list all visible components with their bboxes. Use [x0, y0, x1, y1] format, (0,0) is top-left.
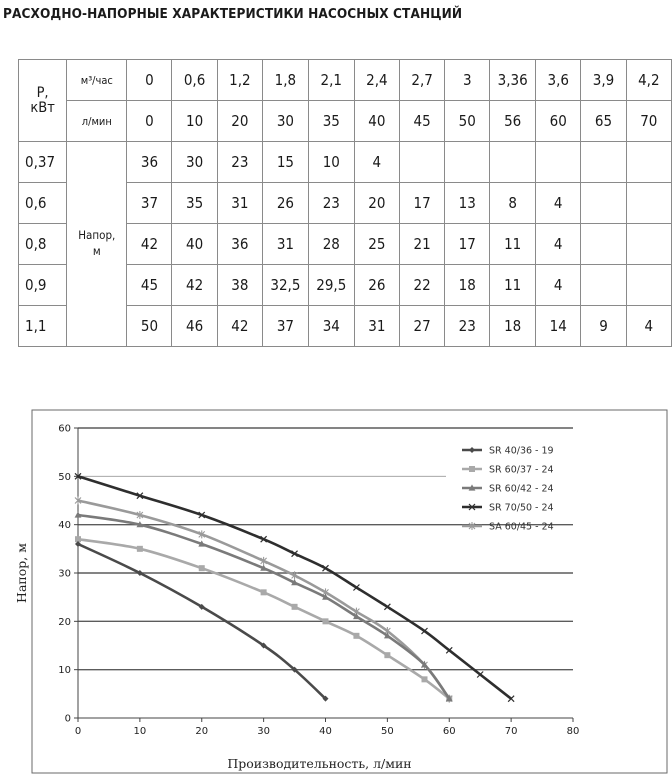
head-value-cell: 34	[308, 306, 354, 347]
head-value-cell: 26	[262, 183, 308, 224]
flow-m3-cell: 0,6	[172, 60, 217, 101]
power-cell: 0,37	[19, 142, 67, 183]
legend-entry: SR 40/36 - 19	[489, 445, 554, 457]
flow-m3-cell: 1,2	[217, 60, 262, 101]
power-cell: 0,8	[19, 224, 67, 265]
flow-m3-cell: 3,6	[536, 60, 581, 101]
flow-lmin-cell: 20	[217, 101, 262, 142]
flow-lmin-cell: 70	[626, 101, 671, 142]
legend-entry: SR 60/42 - 24	[489, 483, 554, 495]
head-value-cell: 46	[172, 306, 217, 347]
head-value-cell: 37	[127, 183, 172, 224]
y-tick-label: 0	[64, 713, 71, 725]
head-value-cell: 31	[354, 306, 399, 347]
head-value-cell: 8	[490, 183, 536, 224]
head-value-cell: 30	[172, 142, 217, 183]
power-cell: 0,6	[19, 183, 67, 224]
flow-m3-cell: 3,9	[581, 60, 626, 101]
table-row	[19, 142, 672, 183]
head-value-cell: 37	[262, 306, 308, 347]
series-line	[78, 476, 511, 698]
data-point	[384, 652, 390, 658]
head-value-cell: 4	[354, 142, 399, 183]
flow-lmin-cell: 50	[445, 101, 490, 142]
head-value-cell: 4	[536, 183, 581, 224]
head-value-cell: 45	[127, 265, 172, 306]
header-row-m3	[19, 60, 672, 101]
head-value-cell: 32,5	[262, 265, 308, 306]
flow-m3-cell: 3	[445, 60, 490, 101]
legend-entry: SA 60/45 - 24	[489, 521, 554, 533]
page-title: РАСХОДНО-НАПОРНЫЕ ХАРАКТЕРИСТИКИ НАСОСНЫХ СТАНЦИЙ	[3, 6, 463, 22]
flow-lmin-cell: 65	[581, 101, 626, 142]
flow-lmin-cell: 30	[262, 101, 308, 142]
head-value-cell: 11	[490, 224, 536, 265]
head-value-cell: 42	[172, 265, 217, 306]
head-value-cell: 42	[127, 224, 172, 265]
x-tick-label: 80	[566, 726, 580, 737]
head-value-cell: 9	[581, 306, 626, 347]
head-value-cell	[626, 142, 671, 183]
head-value-cell: 35	[172, 183, 217, 224]
power-cell: 1,1	[19, 306, 67, 347]
data-point	[323, 618, 329, 624]
head-value-cell: 22	[399, 265, 444, 306]
flow-m3-cell: 2,4	[354, 60, 399, 101]
x-tick-label: 0	[74, 726, 82, 737]
head-value-cell: 11	[490, 265, 536, 306]
head-value-cell: 36	[127, 142, 172, 183]
head-value-cell: 14	[536, 306, 581, 347]
characteristics-table	[18, 59, 672, 347]
x-tick-label: 60	[442, 726, 456, 737]
head-value-cell: 4	[626, 306, 671, 347]
head-value-cell: 27	[399, 306, 444, 347]
head-value-cell	[626, 183, 671, 224]
pump-curves-chart	[0, 380, 672, 776]
head-value-cell: 18	[445, 265, 490, 306]
head-value-cell: 4	[536, 224, 581, 265]
head-value-cell: 26	[354, 265, 399, 306]
napor-label: Напор, м	[67, 142, 127, 347]
legend-marker	[469, 447, 475, 453]
flow-lmin-cell: 40	[354, 101, 399, 142]
head-value-cell: 31	[217, 183, 262, 224]
flow-m3-cell: 3,36	[490, 60, 536, 101]
flow-m3-cell: 0	[127, 60, 172, 101]
flow-lmin-cell: 60	[536, 101, 581, 142]
legend-entry: SR 70/50 - 24	[489, 502, 554, 514]
series-line	[78, 515, 449, 699]
x-tick-label: 40	[319, 726, 332, 737]
head-value-cell	[490, 142, 536, 183]
head-value-cell: 20	[354, 183, 399, 224]
head-value-cell	[399, 142, 444, 183]
head-value-cell: 23	[217, 142, 262, 183]
data-point	[353, 633, 359, 639]
head-value-cell	[536, 142, 581, 183]
head-value-cell: 29,5	[308, 265, 354, 306]
head-value-cell: 18	[490, 306, 536, 347]
head-value-cell: 36	[217, 224, 262, 265]
head-value-cell	[581, 265, 626, 306]
data-point	[292, 604, 298, 610]
head-value-cell: 4	[536, 265, 581, 306]
flow-m3-cell: 2,7	[399, 60, 444, 101]
x-tick-label: 20	[195, 726, 209, 737]
unit-lmin-label: л/мин	[67, 101, 127, 142]
data-point	[261, 589, 267, 595]
head-value-cell	[581, 142, 626, 183]
flow-m3-cell: 2,1	[308, 60, 354, 101]
head-value-cell: 17	[399, 183, 444, 224]
head-value-cell: 21	[399, 224, 444, 265]
data-point	[199, 565, 205, 571]
head-value-cell	[445, 142, 490, 183]
head-value-cell: 25	[354, 224, 399, 265]
x-tick-label: 70	[504, 726, 518, 737]
flow-lmin-cell: 10	[172, 101, 217, 142]
y-tick-label: 30	[58, 568, 71, 580]
y-tick-label: 20	[58, 616, 71, 628]
head-value-cell: 28	[308, 224, 354, 265]
unit-m3-label: м³/час	[67, 60, 127, 101]
y-tick-label: 60	[58, 423, 71, 435]
head-value-cell	[581, 224, 626, 265]
flow-m3-cell: 4,2	[626, 60, 671, 101]
flow-m3-cell: 1,8	[262, 60, 308, 101]
legend-entry: SR 60/37 - 24	[489, 464, 554, 476]
head-value-cell: 10	[308, 142, 354, 183]
x-tick-label: 10	[133, 726, 147, 737]
head-value-cell: 23	[308, 183, 354, 224]
flow-lmin-cell: 56	[490, 101, 536, 142]
head-value-cell: 42	[217, 306, 262, 347]
y-tick-label: 10	[58, 665, 71, 677]
head-value-cell	[581, 183, 626, 224]
head-value-cell	[626, 265, 671, 306]
head-value-cell: 13	[445, 183, 490, 224]
head-value-cell: 23	[445, 306, 490, 347]
data-point	[137, 546, 143, 552]
x-tick-label: 30	[257, 726, 270, 737]
header-row-lmin	[19, 101, 672, 142]
y-axis-label: Напор, м	[14, 543, 29, 603]
legend-marker	[469, 466, 475, 472]
p-kw-header: P, кВт	[19, 60, 67, 142]
chart-frame	[32, 410, 667, 773]
x-tick-label: 50	[381, 726, 394, 737]
head-value-cell: 31	[262, 224, 308, 265]
flow-lmin-cell: 35	[308, 101, 354, 142]
head-value-cell: 40	[172, 224, 217, 265]
data-point	[422, 676, 428, 682]
head-value-cell: 17	[445, 224, 490, 265]
flow-lmin-cell: 45	[399, 101, 444, 142]
head-value-cell: 38	[217, 265, 262, 306]
y-tick-label: 50	[58, 471, 71, 483]
power-cell: 0,9	[19, 265, 67, 306]
head-value-cell: 15	[262, 142, 308, 183]
x-axis-label: Производительность, л/мин	[227, 756, 412, 771]
flow-lmin-cell: 0	[127, 101, 172, 142]
head-value-cell: 50	[127, 306, 172, 347]
y-tick-label: 40	[58, 520, 71, 532]
head-value-cell	[626, 224, 671, 265]
